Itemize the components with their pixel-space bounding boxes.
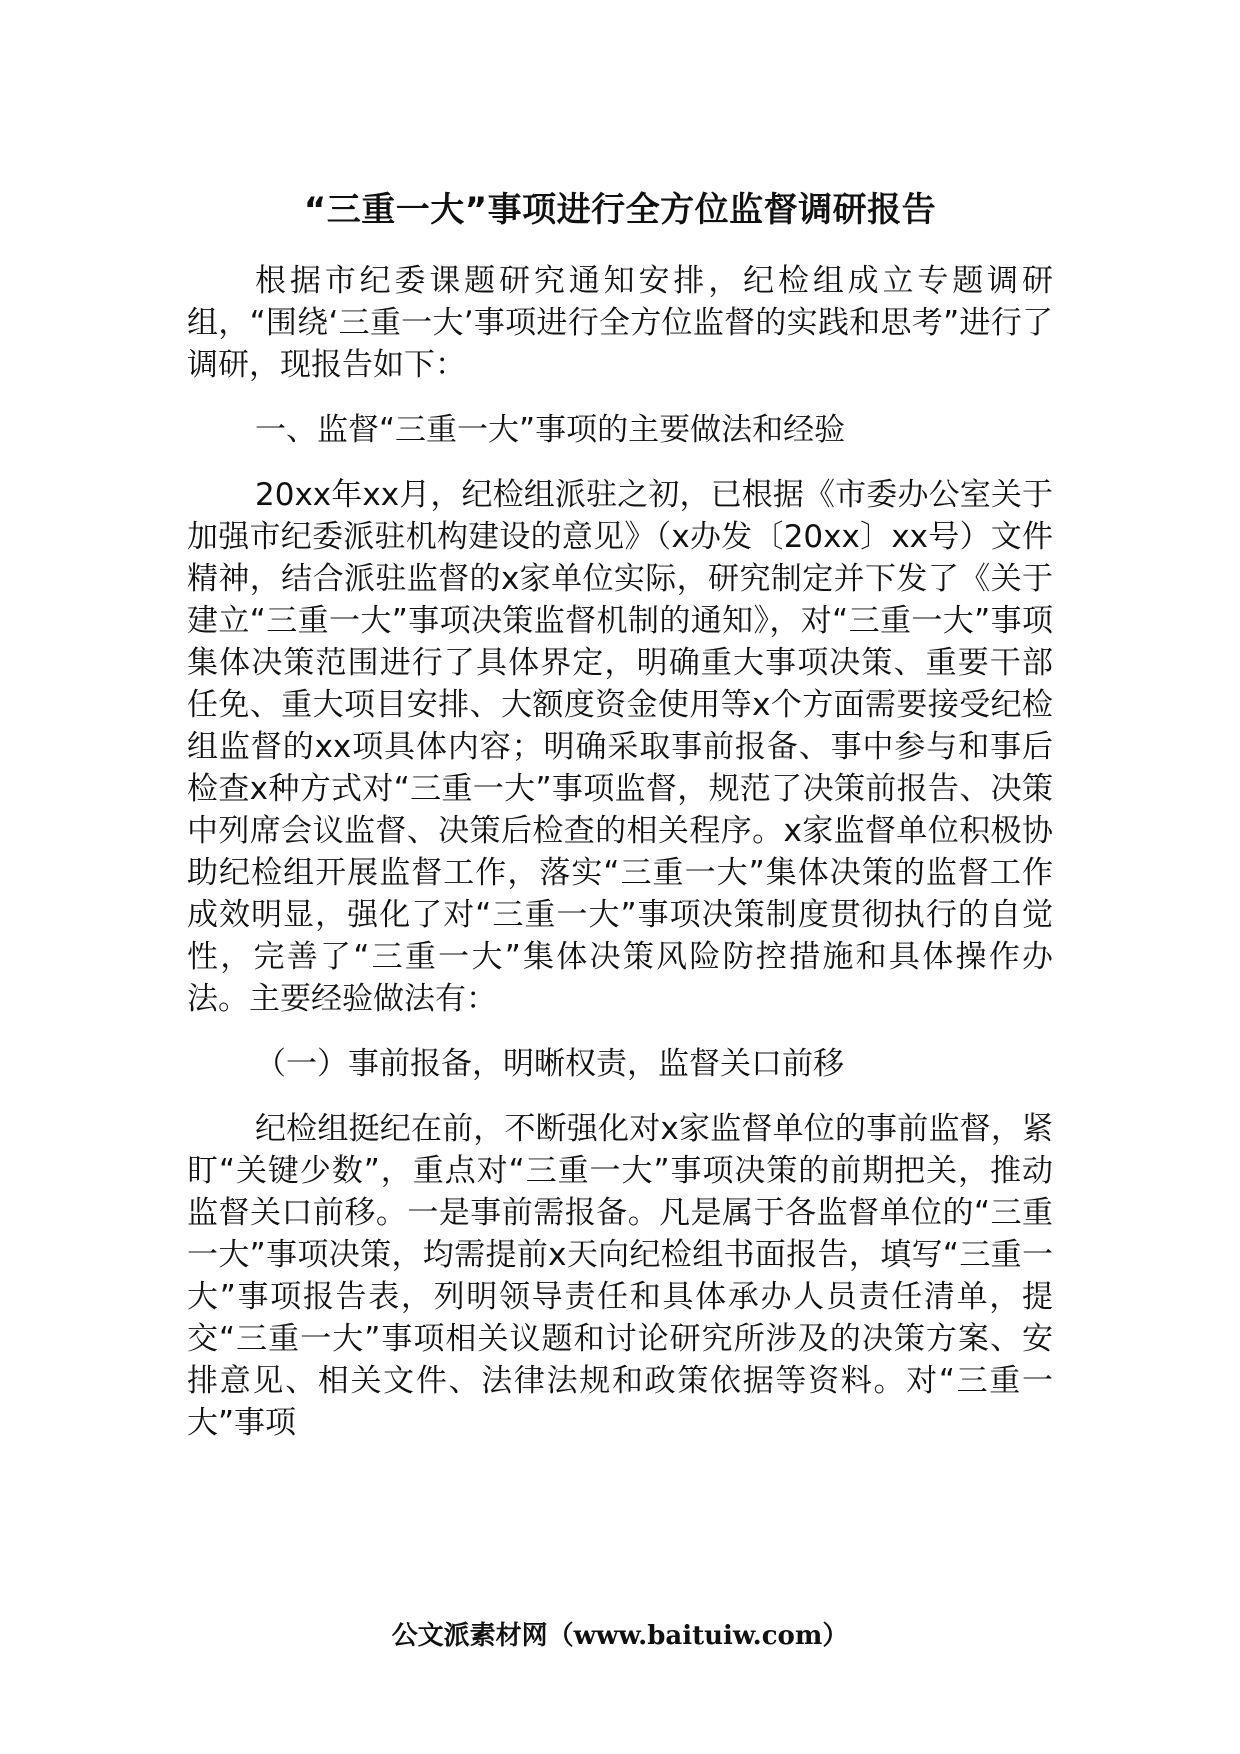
- subsection-heading-1: （一）事前报备，明晰权责，监督关口前移: [255, 1046, 844, 1082]
- body-paragraph-1: 20xx年xx月，纪检组派驻之初，已根据《市委办公室关于加强市纪委派驻机构建设的意见》（x办发〔20xx〕xx号）文件精神，结合派驻监督的x家单位实际，研究制定并下发了《关于建立“三重一大”事项决策监督机制的通知》，对“三重一大”事项集体决策范围进行了具体界定，明确重大事项决策、重要干部任免、重大项目安排、大额度资金使用等x个方面需要接受纪检组监督的xx项具体内容；明确采取事前报备、事中参与和事后检查x种方式对“三重一大”事项监督，规范了决策前报告、决策中列席会议监督、决策后检查的相关程序。x家监督单位积极协助纪检组开展监督工作，落实“三重一大”集体决策的监督工作成效明显，强化了对“三重一大”事项决策制度贯彻执行的自觉性，完善了“三重一大”集体决策风险防控措施和具体操作办法。主要经验做法有：: [187, 477, 1053, 1017]
- intro-paragraph: 根据市纪委课题研究通知安排，纪检组成立专题调研组，“围绕‘三重一大’事项进行全方位监督的实践和思考”进行了调研，现报告如下：: [187, 263, 1053, 383]
- document-body: [187, 260, 1053, 1444]
- body-paragraph-2: 纪检组挺纪在前，不断强化对x家监督单位的事前监督，紧盯“关键少数”，重点对“三重一大”事项决策的前期把关，推动监督关口前移。一是事前需报备。凡是属于各监督单位的“三重一大”事项决策，均需提前x天向纪检组书面报告，填写“三重一大”事项报告表，列明领导责任和具体承办人员责任清单，提交“三重一大”事项相关议题和讨论研究所涉及的决策方案、安排意见、相关文件、法律法规和政策依据等资料。对“三重一大”事项: [187, 1111, 1053, 1441]
- section-heading-1: 一、监督“三重一大”事项的主要做法和经验: [255, 412, 846, 448]
- document-title: “三重一大”事项进行全方位监督调研报告: [303, 190, 937, 230]
- footer-watermark-text: 公文派素材网（www.baituiw.com）: [391, 1621, 849, 1651]
